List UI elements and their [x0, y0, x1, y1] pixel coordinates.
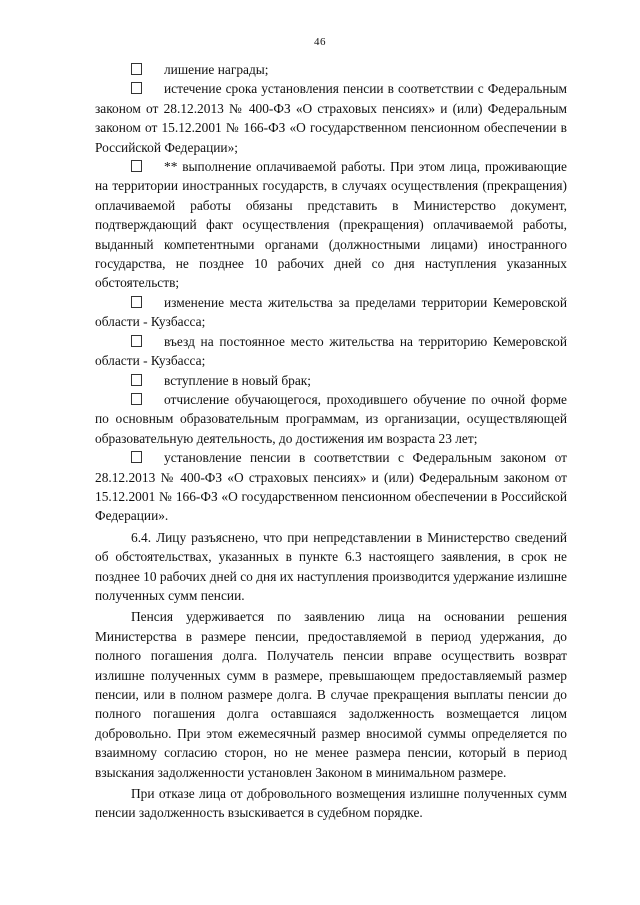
list-item-text: лишение награды; — [164, 62, 269, 77]
list-item — [95, 448, 567, 526]
list-item-text: вступление в новый брак; — [164, 372, 312, 388]
paragraph-pension-withholding: Пенсия удерживается по заявлению лица на основании решения Министерства в размере пенсии, предоставляемой в период удержания, до полного погашения долга. Получатель пенсии вправе осуществить возврат излишне полученных сумм в размере, превышающем предоставляемый размер пенсии, или в полном размере долга. В случае прекращения выплаты пенсии до полного погашения долга оставшаяся задолженность возмещается лицом добровольно. При этом ежемесячный размер вносимой суммы определяется по взаимному согласию сторон, но не менее размера пенсии, который в период взыскания задолженности установлен Законом в минимальном размере. — [95, 609, 567, 780]
list-item — [95, 332, 567, 371]
list-item — [95, 371, 567, 390]
checkbox-square-icon — [131, 63, 142, 75]
checkbox-square-icon — [131, 374, 142, 386]
paragraph-court-recovery: При отказе лица от добровольного возмещения излишне полученных сумм пенсии задолженность взыскивается в судебном порядке. — [95, 786, 567, 821]
list-item-text: истечение срока установления пенсии в соответствии с Федеральным законом от 28.12.2013 № 400-ФЗ «О страховых пенсиях» и (или) Федеральным законом от 15.12.2001 № 166-ФЗ «О государственном пенсионном обеспечении в Российской Федерации»; — [95, 81, 567, 155]
list-item-text: отчисление обучающегося, проходившего обучение по очной форме по основным образовательным программам, из организации, осуществляющей образовательную деятельность, до достижения им возраста 23 лет; — [95, 391, 567, 446]
checkbox-square-icon — [131, 393, 142, 405]
list-item-text: въезд на постоянное место жительства на территорию Кемеровской области - Кузбасса; — [95, 333, 567, 369]
paragraph-6-4: 6.4. Лицу разъяснено, что при непредставлении в Министерство сведений об обстоятельствах, указанных в пункте 6.3 настоящего заявления, в срок не позднее 10 рабочих дней со дня их наступления производится удержание излишне полученных сумм пенсии. — [95, 529, 567, 603]
checkbox-square-icon — [131, 451, 142, 463]
list-item — [95, 157, 567, 293]
checkbox-square-icon — [131, 82, 142, 94]
list-item — [95, 79, 567, 157]
document-body — [95, 60, 567, 823]
list-item — [95, 60, 567, 79]
list-item-text: установление пенсии в соответствии с Федеральным законом от 28.12.2013 № 400-ФЗ «О страховых пенсиях» и (или) Федеральным законом от 15.12.2001 № 166-ФЗ «О государственном пенсионном обеспечении в Российской Федерации». — [95, 450, 567, 524]
list-item — [95, 390, 567, 448]
checkbox-square-icon — [131, 296, 142, 308]
list-item-text: ** выполнение оплачиваемой работы. При этом лица, проживающие на территории иностранных государств, в случаях осуществления (прекращения) оплачиваемой работы обязаны представить в Министерство документ, подтверждающий факт осуществления (прекращения) оплачиваемой работы, выданный компетентными органами (должностными лицами) иностранного государства, не позднее 10 рабочих дней со дня наступления указанных обстоятельств; — [95, 159, 567, 291]
checkbox-square-icon — [131, 160, 142, 172]
list-item — [95, 293, 567, 332]
page-number: 46 — [314, 36, 326, 48]
checkbox-square-icon — [131, 335, 142, 347]
list-item-text: изменение места жительства за пределами территории Кемеровской области - Кузбасса; — [95, 294, 567, 330]
